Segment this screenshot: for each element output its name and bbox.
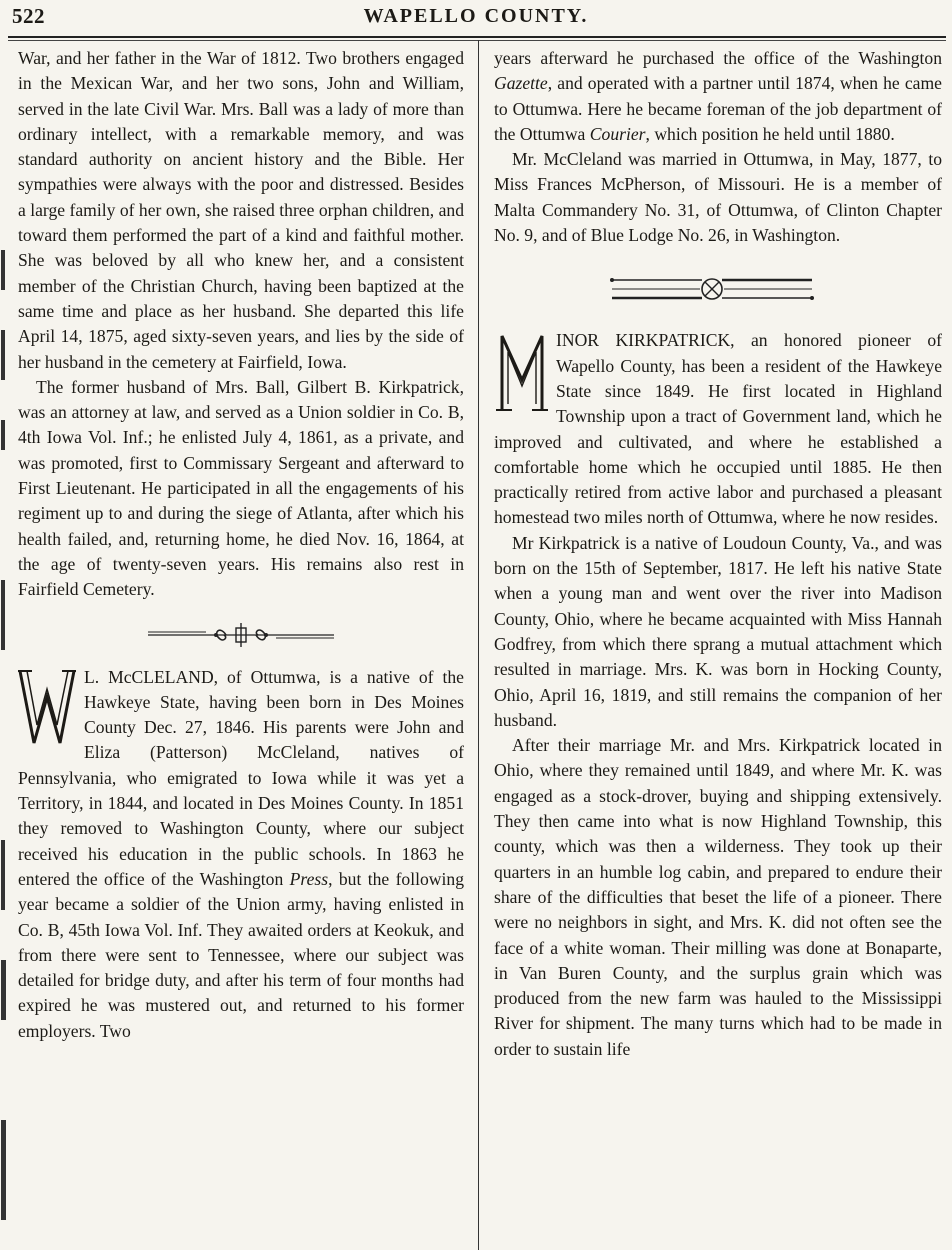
dropcap-m-glyph (496, 330, 548, 414)
page-number: 522 (12, 4, 45, 28)
dropcap-w-glyph (18, 667, 76, 747)
paragraph-kirkpatrick-pioneer: After their marriage Mr. and Mrs. Kirkpatrick located in Ohio, where they remained until 1849, and where Mr. K. was engaged as a stock-drover, buying and shipping extensively. They then came into what is now Highland Township, this county, which was then a wilderness. They took up their quarters in an humble log cabin, and prepared to endure their share of the difficulties that beset the life of a pioneer. There were no neighbors in sight, and Mrs. K. did not often see the face of a white woman. Their milling was done at Bonaparte, in Van Buren County, and the surplus grain which was produced from the new farm was hauled to the Mississippi River for shipment. The many turns which had to be made in order to sustain life (494, 735, 942, 1059)
binding-edge-marks (0, 240, 12, 1250)
dropcap-m (496, 330, 548, 414)
mccleland-cont-b: , and operated with a partner until 1874, when he came to Ottumwa. Here he became foreman of the job department of the Ottumwa (494, 73, 942, 144)
header-rule (8, 36, 946, 41)
running-title: WAPELLO COUNTY. (363, 5, 589, 27)
section-ornament-divider (146, 617, 336, 653)
mccleland-text-b: , but the following year became a soldier of the Union army, having enlisted in Co. B, 45th Iowa Vol. Inf. They awaited orders at Keokuk, and from there were sent to Tennessee, where our subject was detailed for bridge duty, and after his term of four months had expired he was mustered out, and returned to his former employers. Two (18, 868, 464, 1041)
page-header (0, 0, 952, 36)
mccleland-cont-a: years afterward he purchased the office of the Washington (494, 48, 942, 68)
section-ornament-divider-2 (602, 272, 822, 306)
paragraph-mccleland-marriage: Mr. McCleland was married in Ottumwa, in May, 1877, to Miss Frances McPherson, of Missouri. He is a member of Malta Commandery No. 31, of Ottumwa, of Clinton Chapter No. 9, and of Blue Lodge No. 26, in Washington. (494, 149, 942, 246)
paragraph-minor-kirkpatrick (494, 328, 942, 530)
paragraph-kirkpatrick-origin: Mr Kirkpatrick is a native of Loudoun County, Va., and was born on the 15th of September, 1817. He left his native State when a young man and went over the river into Madison County, Ohio, where he became acquainted with Miss Hannah Godfrey, from which there sprang a mutual attachment which resulted in marriage. Mrs. K. was born in Hocking County, Ohio, April 16, 1819, and still remains the companion of her husband. (494, 532, 942, 730)
mccleland-cont-c: , which position he held until 1880. (645, 123, 895, 144)
column-divider (478, 40, 479, 1250)
dropcap-w (18, 667, 76, 747)
courier-title: Courier (589, 123, 646, 144)
paragraph-gilbert-kirkpatrick: The former husband of Mrs. Ball, Gilbert B. Kirkpatrick, was an attorney at law, and served as a Union soldier in Co. B, 4th Iowa Vol. Inf.; he enlisted July 4, 1861, as a private, and was promoted, first to Commissary Sergeant and afterward to First Lieutenant. He participated in all the engagements of his regiment up to and during the siege of Atlanta, after which his health failed, and, returning home, he died Nov. 16, 1864, at the age of twenty-seven years. His remains also rest in Fairfield Cemetery. (18, 376, 464, 600)
mccleland-text-a: L. McCLELAND, of Ottumwa, is a native of the Hawkeye State, having been born in Des Moines County Dec. 27, 1846. His parents were John and Eliza (Patterson) McCleland, natives of Pennsylvania, who emigrated to Iowa while it was yet a Territory, in 1844, and located in Des Moines County. In 1851 they removed to Washington County, where our subject received his education in the public schools. In 1863 he entered the office of the Washington (18, 666, 464, 889)
gazette-title: Gazette (494, 73, 548, 94)
press-title: Press (289, 868, 329, 889)
paragraph-mccleland (18, 665, 464, 1044)
paragraph-ball-continued: War, and her father in the War of 1812. Two brothers engaged in the Mexican War, and her two sons, John and William, served in the late Civil War. Mrs. Ball was a lady of more than ordinary intellect, with a remarkable memory, and was standard authority on ancient history and the Bible. Her sympathies were always with the poor and distressed. Besides a large family of her own, she raised three orphan children, and toward them performed the part of a kind and faithful mother. She was beloved by all who knew her, and a consistent member of the Christian Church, having been baptized at the same time and place as her husband. She departed this life April 14, 1875, aged sixty-seven years, and lies by the side of her husband in the cemetery at Fairfield, Iowa. (18, 48, 464, 372)
minor-kirkpatrick-text: INOR KIRKPATRICK, an honored pioneer of Wapello County, has been a resident of the Hawkeye State since 1849. He first located in Highland Township upon a tract of Government land, which he improved and cultivated, and where he established a comfortable home which he occupied until 1885. He then practically retired from active labor and purchased a pleasant homestead two miles north of Ottumwa, where he now resides. (494, 330, 942, 528)
left-column (18, 46, 464, 1242)
paragraph-mccleland-continued (494, 46, 942, 147)
right-column (494, 46, 942, 1242)
